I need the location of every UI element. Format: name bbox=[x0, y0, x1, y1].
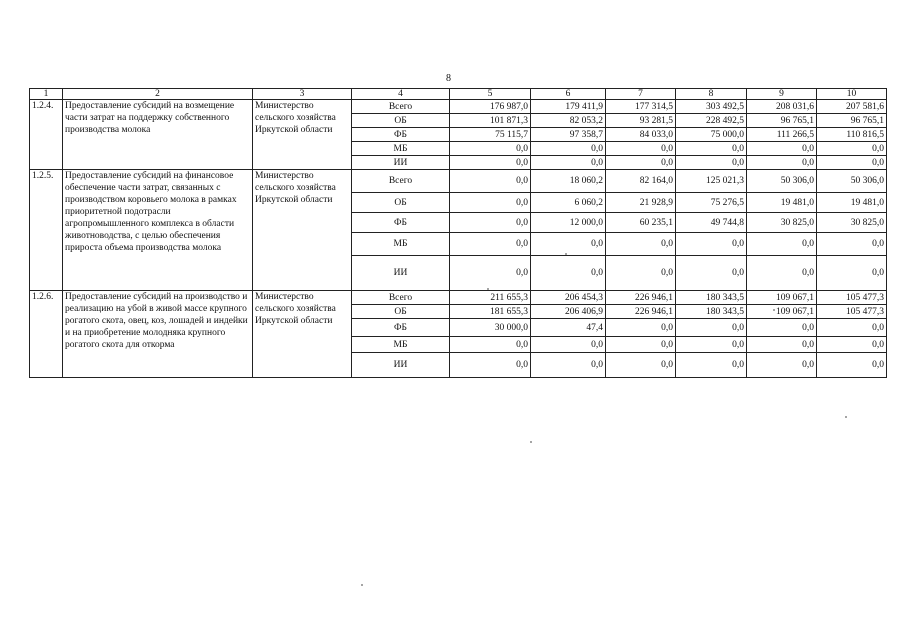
column-header: 10 bbox=[817, 89, 887, 100]
column-header: 4 bbox=[352, 89, 450, 100]
amount-cell: 0,0 bbox=[676, 319, 747, 337]
amount-cell: 30 825,0 bbox=[817, 213, 887, 233]
amount-cell: 0,0 bbox=[676, 156, 747, 170]
amount-cell: 0,0 bbox=[531, 256, 606, 291]
funding-source: МБ bbox=[352, 337, 450, 353]
amount-cell: 0,0 bbox=[817, 233, 887, 256]
funding-source: ОБ bbox=[352, 193, 450, 213]
amount-cell: 6 060,2 bbox=[531, 193, 606, 213]
amount-cell: 125 021,3 bbox=[676, 170, 747, 193]
item-executor: Министерство сельского хозяйства Иркутской области bbox=[253, 291, 352, 378]
amount-cell: 0,0 bbox=[747, 353, 817, 378]
scan-speck bbox=[487, 288, 489, 290]
amount-cell: 0,0 bbox=[817, 256, 887, 291]
column-header: 9 bbox=[747, 89, 817, 100]
item-description: Предоставление субсидий на производство и реализацию на убой в живой массе крупного рогатого скота, овец, коз, лошадей и индейки и на приобретение молодняка крупного рогатого скота для откорма bbox=[63, 291, 253, 378]
amount-cell: 109 067,1 bbox=[747, 305, 817, 319]
amount-cell: 21 928,9 bbox=[606, 193, 676, 213]
amount-cell: 211 655,3 bbox=[450, 291, 531, 305]
amount-cell: 0,0 bbox=[531, 353, 606, 378]
amount-cell: 0,0 bbox=[817, 337, 887, 353]
amount-cell: 0,0 bbox=[531, 142, 606, 156]
amount-cell: 176 987,0 bbox=[450, 100, 531, 114]
column-header: 8 bbox=[676, 89, 747, 100]
amount-cell: 0,0 bbox=[817, 319, 887, 337]
funding-source: МБ bbox=[352, 233, 450, 256]
amount-cell: 50 306,0 bbox=[817, 170, 887, 193]
amount-cell: 18 060,2 bbox=[531, 170, 606, 193]
column-header: 3 bbox=[253, 89, 352, 100]
page-number: 8 bbox=[446, 73, 451, 84]
funding-source: ОБ bbox=[352, 305, 450, 319]
amount-cell: 96 765,1 bbox=[817, 114, 887, 128]
scan-speck bbox=[845, 416, 847, 418]
amount-cell: 96 765,1 bbox=[747, 114, 817, 128]
amount-cell: 0,0 bbox=[676, 353, 747, 378]
amount-cell: 0,0 bbox=[606, 233, 676, 256]
amount-cell: 93 281,5 bbox=[606, 114, 676, 128]
amount-cell: 226 946,1 bbox=[606, 305, 676, 319]
amount-cell: 0,0 bbox=[450, 156, 531, 170]
amount-cell: 0,0 bbox=[531, 156, 606, 170]
amount-cell: 0,0 bbox=[606, 142, 676, 156]
amount-cell: 0,0 bbox=[747, 156, 817, 170]
funding-source: ФБ bbox=[352, 319, 450, 337]
item-number: 1.2.5. bbox=[30, 170, 63, 291]
amount-cell: 0,0 bbox=[817, 353, 887, 378]
funding-source: МБ bbox=[352, 142, 450, 156]
funding-source: ФБ bbox=[352, 128, 450, 142]
amount-cell: 0,0 bbox=[450, 256, 531, 291]
item-number: 1.2.4. bbox=[30, 100, 63, 170]
amount-cell: 0,0 bbox=[531, 337, 606, 353]
scan-speck bbox=[773, 309, 775, 311]
column-header: 1 bbox=[30, 89, 63, 100]
column-header: 2 bbox=[63, 89, 253, 100]
amount-cell: 101 871,3 bbox=[450, 114, 531, 128]
amount-cell: 105 477,3 bbox=[817, 305, 887, 319]
amount-cell: 206 454,3 bbox=[531, 291, 606, 305]
amount-cell: 206 406,9 bbox=[531, 305, 606, 319]
funding-source: ИИ bbox=[352, 353, 450, 378]
amount-cell: 82 164,0 bbox=[606, 170, 676, 193]
item-executor: Министерство сельского хозяйства Иркутской области bbox=[253, 170, 352, 291]
funding-source: ИИ bbox=[352, 256, 450, 291]
amount-cell: 19 481,0 bbox=[817, 193, 887, 213]
amount-cell: 19 481,0 bbox=[747, 193, 817, 213]
funding-source: ИИ bbox=[352, 156, 450, 170]
amount-cell: 180 343,5 bbox=[676, 305, 747, 319]
table-body bbox=[30, 89, 887, 378]
funding-source: ФБ bbox=[352, 213, 450, 233]
amount-cell: 50 306,0 bbox=[747, 170, 817, 193]
amount-cell: 0,0 bbox=[450, 233, 531, 256]
amount-cell: 30 825,0 bbox=[747, 213, 817, 233]
amount-cell: 0,0 bbox=[450, 142, 531, 156]
amount-cell: 0,0 bbox=[606, 319, 676, 337]
amount-cell: 0,0 bbox=[676, 337, 747, 353]
table-row bbox=[30, 170, 887, 193]
amount-cell: 105 477,3 bbox=[817, 291, 887, 305]
amount-cell: 109 067,1 bbox=[747, 291, 817, 305]
amount-cell: 177 314,5 bbox=[606, 100, 676, 114]
amount-cell: 0,0 bbox=[747, 142, 817, 156]
table-row bbox=[30, 291, 887, 305]
column-header: 6 bbox=[531, 89, 606, 100]
scan-speck bbox=[530, 441, 532, 443]
amount-cell: 0,0 bbox=[606, 337, 676, 353]
amount-cell: 303 492,5 bbox=[676, 100, 747, 114]
amount-cell: 12 000,0 bbox=[531, 213, 606, 233]
amount-cell: 0,0 bbox=[606, 256, 676, 291]
amount-cell: 0,0 bbox=[747, 233, 817, 256]
amount-cell: 0,0 bbox=[676, 233, 747, 256]
item-description: Предоставление субсидий на финансовое обеспечение части затрат, связанных с производством коровьего молока в рамках приоритетной подотрасли агропромышленного комплекса в области животноводства, с целью обеспечения прироста объема производства молока bbox=[63, 170, 253, 291]
table-row bbox=[30, 100, 887, 114]
amount-cell: 49 744,8 bbox=[676, 213, 747, 233]
amount-cell: 30 000,0 bbox=[450, 319, 531, 337]
amount-cell: 47,4 bbox=[531, 319, 606, 337]
amount-cell: 84 033,0 bbox=[606, 128, 676, 142]
amount-cell: 0,0 bbox=[606, 156, 676, 170]
header-row bbox=[30, 89, 887, 100]
funding-source: Всего bbox=[352, 170, 450, 193]
amount-cell: 208 031,6 bbox=[747, 100, 817, 114]
amount-cell: 179 411,9 bbox=[531, 100, 606, 114]
amount-cell: 110 816,5 bbox=[817, 128, 887, 142]
amount-cell: 0,0 bbox=[747, 319, 817, 337]
amount-cell: 82 053,2 bbox=[531, 114, 606, 128]
amount-cell: 111 266,5 bbox=[747, 128, 817, 142]
scan-speck bbox=[565, 253, 567, 255]
amount-cell: 0,0 bbox=[676, 142, 747, 156]
amount-cell: 60 235,1 bbox=[606, 213, 676, 233]
amount-cell: 75 115,7 bbox=[450, 128, 531, 142]
amount-cell: 75 276,5 bbox=[676, 193, 747, 213]
amount-cell: 0,0 bbox=[450, 193, 531, 213]
amount-cell: 0,0 bbox=[450, 353, 531, 378]
column-header: 5 bbox=[450, 89, 531, 100]
item-description: Предоставление субсидий на возмещение части затрат на поддержку собственного производства молока bbox=[63, 100, 253, 170]
amount-cell: 0,0 bbox=[450, 213, 531, 233]
funding-source: Всего bbox=[352, 291, 450, 305]
amount-cell: 0,0 bbox=[531, 233, 606, 256]
amount-cell: 75 000,0 bbox=[676, 128, 747, 142]
funding-source: Всего bbox=[352, 100, 450, 114]
scan-speck bbox=[361, 584, 363, 586]
amount-cell: 180 343,5 bbox=[676, 291, 747, 305]
amount-cell: 226 946,1 bbox=[606, 291, 676, 305]
amount-cell: 0,0 bbox=[747, 256, 817, 291]
amount-cell: 0,0 bbox=[676, 256, 747, 291]
column-header: 7 bbox=[606, 89, 676, 100]
amount-cell: 0,0 bbox=[747, 337, 817, 353]
amount-cell: 228 492,5 bbox=[676, 114, 747, 128]
amount-cell: 0,0 bbox=[450, 170, 531, 193]
amount-cell: 207 581,6 bbox=[817, 100, 887, 114]
amount-cell: 97 358,7 bbox=[531, 128, 606, 142]
amount-cell: 0,0 bbox=[817, 142, 887, 156]
amount-cell: 181 655,3 bbox=[450, 305, 531, 319]
funding-source: ОБ bbox=[352, 114, 450, 128]
item-number: 1.2.6. bbox=[30, 291, 63, 378]
amount-cell: 0,0 bbox=[606, 353, 676, 378]
amount-cell: 0,0 bbox=[450, 337, 531, 353]
amount-cell: 0,0 bbox=[817, 156, 887, 170]
item-executor: Министерство сельского хозяйства Иркутской области bbox=[253, 100, 352, 170]
budget-table bbox=[29, 88, 887, 378]
